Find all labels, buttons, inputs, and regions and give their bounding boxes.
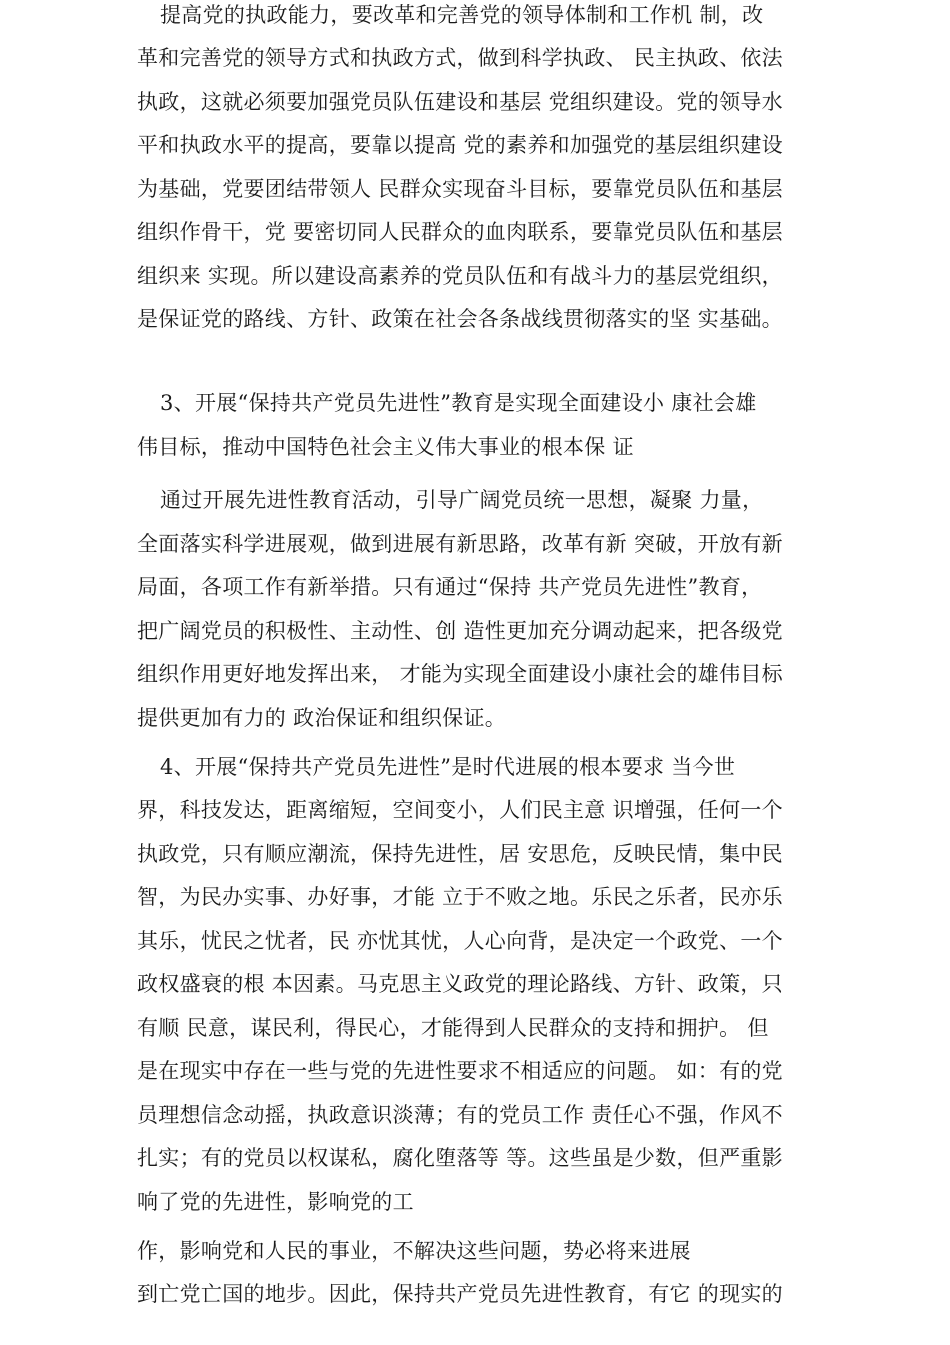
text-line: 有顺 民意，谋民利，得民心，才能得到人民群众的支持和拥护。 但 xyxy=(137,1016,769,1040)
section-heading: 伟目标，推动中国特色社会主义伟大事业的根本保 证 xyxy=(137,435,634,459)
text-line: 执政党，只有顺应潮流，保持先进性，居 安思危，反映民情，集中民 xyxy=(137,842,783,866)
text-line: 是在现实中存在一些与党的先进性要求不相适应的问题。 如：有的党 xyxy=(137,1059,783,1083)
text-line: 是保证党的路线、方针、政策在社会各条战线贯彻落实的坚 实基础。 xyxy=(137,307,783,331)
text-line: 组织作用更好地发挥出来， 才能为实现全面建设小康社会的雄伟目标 xyxy=(137,662,783,686)
text-line: 组织来 实现。所以建设高素养的党员队伍和有战斗力的基层党组织， xyxy=(137,264,783,288)
text-line: 提高党的执政能力，要改革和完善党的领导体制和工作机 制，改 xyxy=(160,3,764,27)
text-line: 响了党的先进性，影响党的工 xyxy=(137,1190,414,1214)
text-line: 为基础，党要团结带领人 民群众实现奋斗目标，要靠党员队伍和基层 xyxy=(137,177,783,201)
text-line: 全面落实科学进展观，做到进展有新思路，改革有新 突破，开放有新 xyxy=(137,532,783,556)
text-line: 平和执政水平的提高，要靠以提高 党的素养和加强党的基层组织建设 xyxy=(137,133,783,157)
text-line: 提供更加有力的 政治保证和组织保证。 xyxy=(137,706,507,730)
section-heading: 4、开展“保持共产党员先进性”是时代进展的根本要求 当今世 xyxy=(160,755,736,779)
text-line: 局面，各项工作有新举措。只有通过“保持 共产党员先进性”教育， xyxy=(137,575,763,599)
text-line: 革和完善党的领导方式和执政方式，做到科学执政、 民主执政、依法 xyxy=(137,46,783,70)
text-line: 作，影响党和人民的事业，不解决这些问题，势必将来进展 xyxy=(137,1239,691,1263)
text-line: 组织作骨干，党 要密切同人民群众的血肉联系，要靠党员队伍和基层 xyxy=(137,220,783,244)
text-line: 把广阔党员的积极性、主动性、创 造性更加充分调动起来，把各级党 xyxy=(137,619,783,643)
text-line: 执政，这就必须要加强党员队伍建设和基层 党组织建设。党的领导水 xyxy=(137,90,783,114)
text-line: 智，为民办实事、办好事，才能 立于不败之地。乐民之乐者，民亦乐 xyxy=(137,885,783,909)
text-line: 到亡党亡国的地步。因此，保持共产党员先进性教育，有它 的现实的 xyxy=(137,1282,783,1306)
text-line: 界，科技发达，距离缩短，空间变小，人们民主意 识增强，任何一个 xyxy=(137,798,783,822)
text-line: 其乐，忧民之忧者，民 亦忧其忧，人心向背，是决定一个政党、一个 xyxy=(137,929,783,953)
text-line: 通过开展先进性教育活动，引导广阔党员统一思想，凝聚 力量， xyxy=(160,488,764,512)
text-line: 政权盛衰的根 本因素。马克思主义政党的理论路线、方针、政策，只 xyxy=(137,972,783,996)
text-line: 扎实；有的党员以权谋私，腐化堕落等 等。这些虽是少数，但严重影 xyxy=(137,1146,783,1170)
text-line: 员理想信念动摇，执政意识淡薄；有的党员工作 责任心不强，作风不 xyxy=(137,1103,783,1127)
section-heading: 3、开展“保持共产党员先进性”教育是实现全面建设小 康社会雄 xyxy=(160,391,757,415)
